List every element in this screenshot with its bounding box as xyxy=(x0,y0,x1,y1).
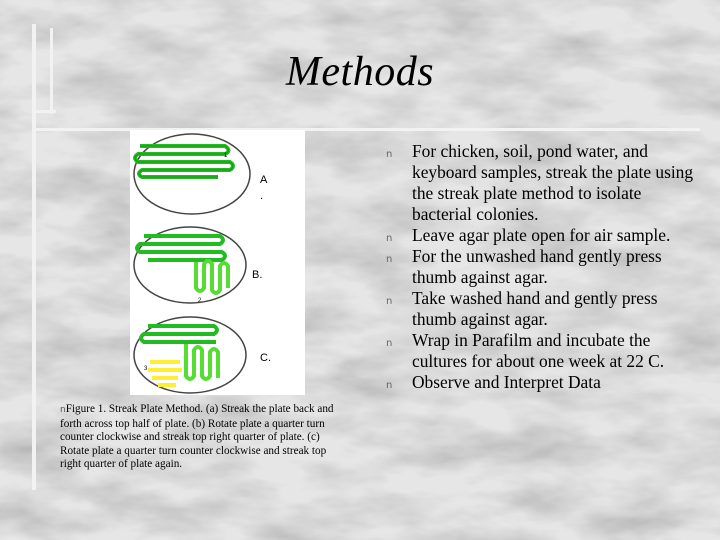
plate-c-number: 3 xyxy=(144,366,148,372)
bullet-text: Take washed hand and gently press thumb against agar. xyxy=(412,288,658,329)
figure-caption xyxy=(60,403,350,472)
plate-label-c: C. xyxy=(260,352,271,364)
bullet-text: Wrap in Parafilm and incubate the cultures for about one week at 22 C. xyxy=(412,330,665,371)
plate-b xyxy=(134,227,246,304)
list-item xyxy=(384,246,694,288)
slide-title: Methods xyxy=(285,49,435,95)
bullet-icon: n xyxy=(386,338,393,349)
plate-b-streak-1 xyxy=(137,236,225,260)
list-item xyxy=(384,372,694,393)
bullet-icon: n xyxy=(386,233,393,244)
list-item xyxy=(384,225,694,246)
bullet-icon: n xyxy=(386,296,393,307)
list-item xyxy=(384,288,694,330)
plate-a xyxy=(134,134,250,214)
list-item xyxy=(384,330,694,372)
frame-line-mid xyxy=(32,110,56,113)
bullet-icon: n xyxy=(386,149,393,160)
plate-b-streak-2 xyxy=(196,261,228,293)
plate-label-a-dot: . xyxy=(260,190,264,202)
bullet-text: For chicken, soil, pond water, and keyboard samples, streak the plate using the streak plate method to isolate bacterial colonies. xyxy=(412,141,694,224)
bullet-text: Observe and Interpret Data xyxy=(412,372,601,392)
caption-bullet-icon: n xyxy=(60,405,66,415)
bullet-text: Leave agar plate open for air sample. xyxy=(412,225,671,245)
figure-caption-text: Figure 1. Streak Plate Method. (a) Streak the plate back and forth across top half of plate. (b) Rotate plate a quarter turn counter clockwise and streak top right quarter of plate. (c) Rotate plate a quarter turn counter clockwise and streak top right quarter of plate again. xyxy=(60,403,334,471)
plate-label-a: A xyxy=(260,174,268,186)
plate-label-b: B. xyxy=(252,269,263,281)
list-item xyxy=(384,141,694,225)
methods-bullet-list xyxy=(384,141,694,393)
plate-c-streak-1 xyxy=(141,326,217,342)
plate-b-number: 2 xyxy=(198,298,202,304)
plate-c-streak-2 xyxy=(186,344,218,379)
plate-c-streak-3 xyxy=(148,362,182,385)
streak-plate-figure xyxy=(130,130,305,395)
streak-plate-diagram xyxy=(130,130,305,395)
plate-c xyxy=(134,317,246,393)
plate-c-dish xyxy=(134,317,246,393)
bullet-icon: n xyxy=(386,254,393,265)
bullet-text: For the unwashed hand gently press thumb against agar. xyxy=(412,246,662,287)
bullet-icon: n xyxy=(386,380,393,391)
plate-a-number: 1 xyxy=(224,153,228,159)
